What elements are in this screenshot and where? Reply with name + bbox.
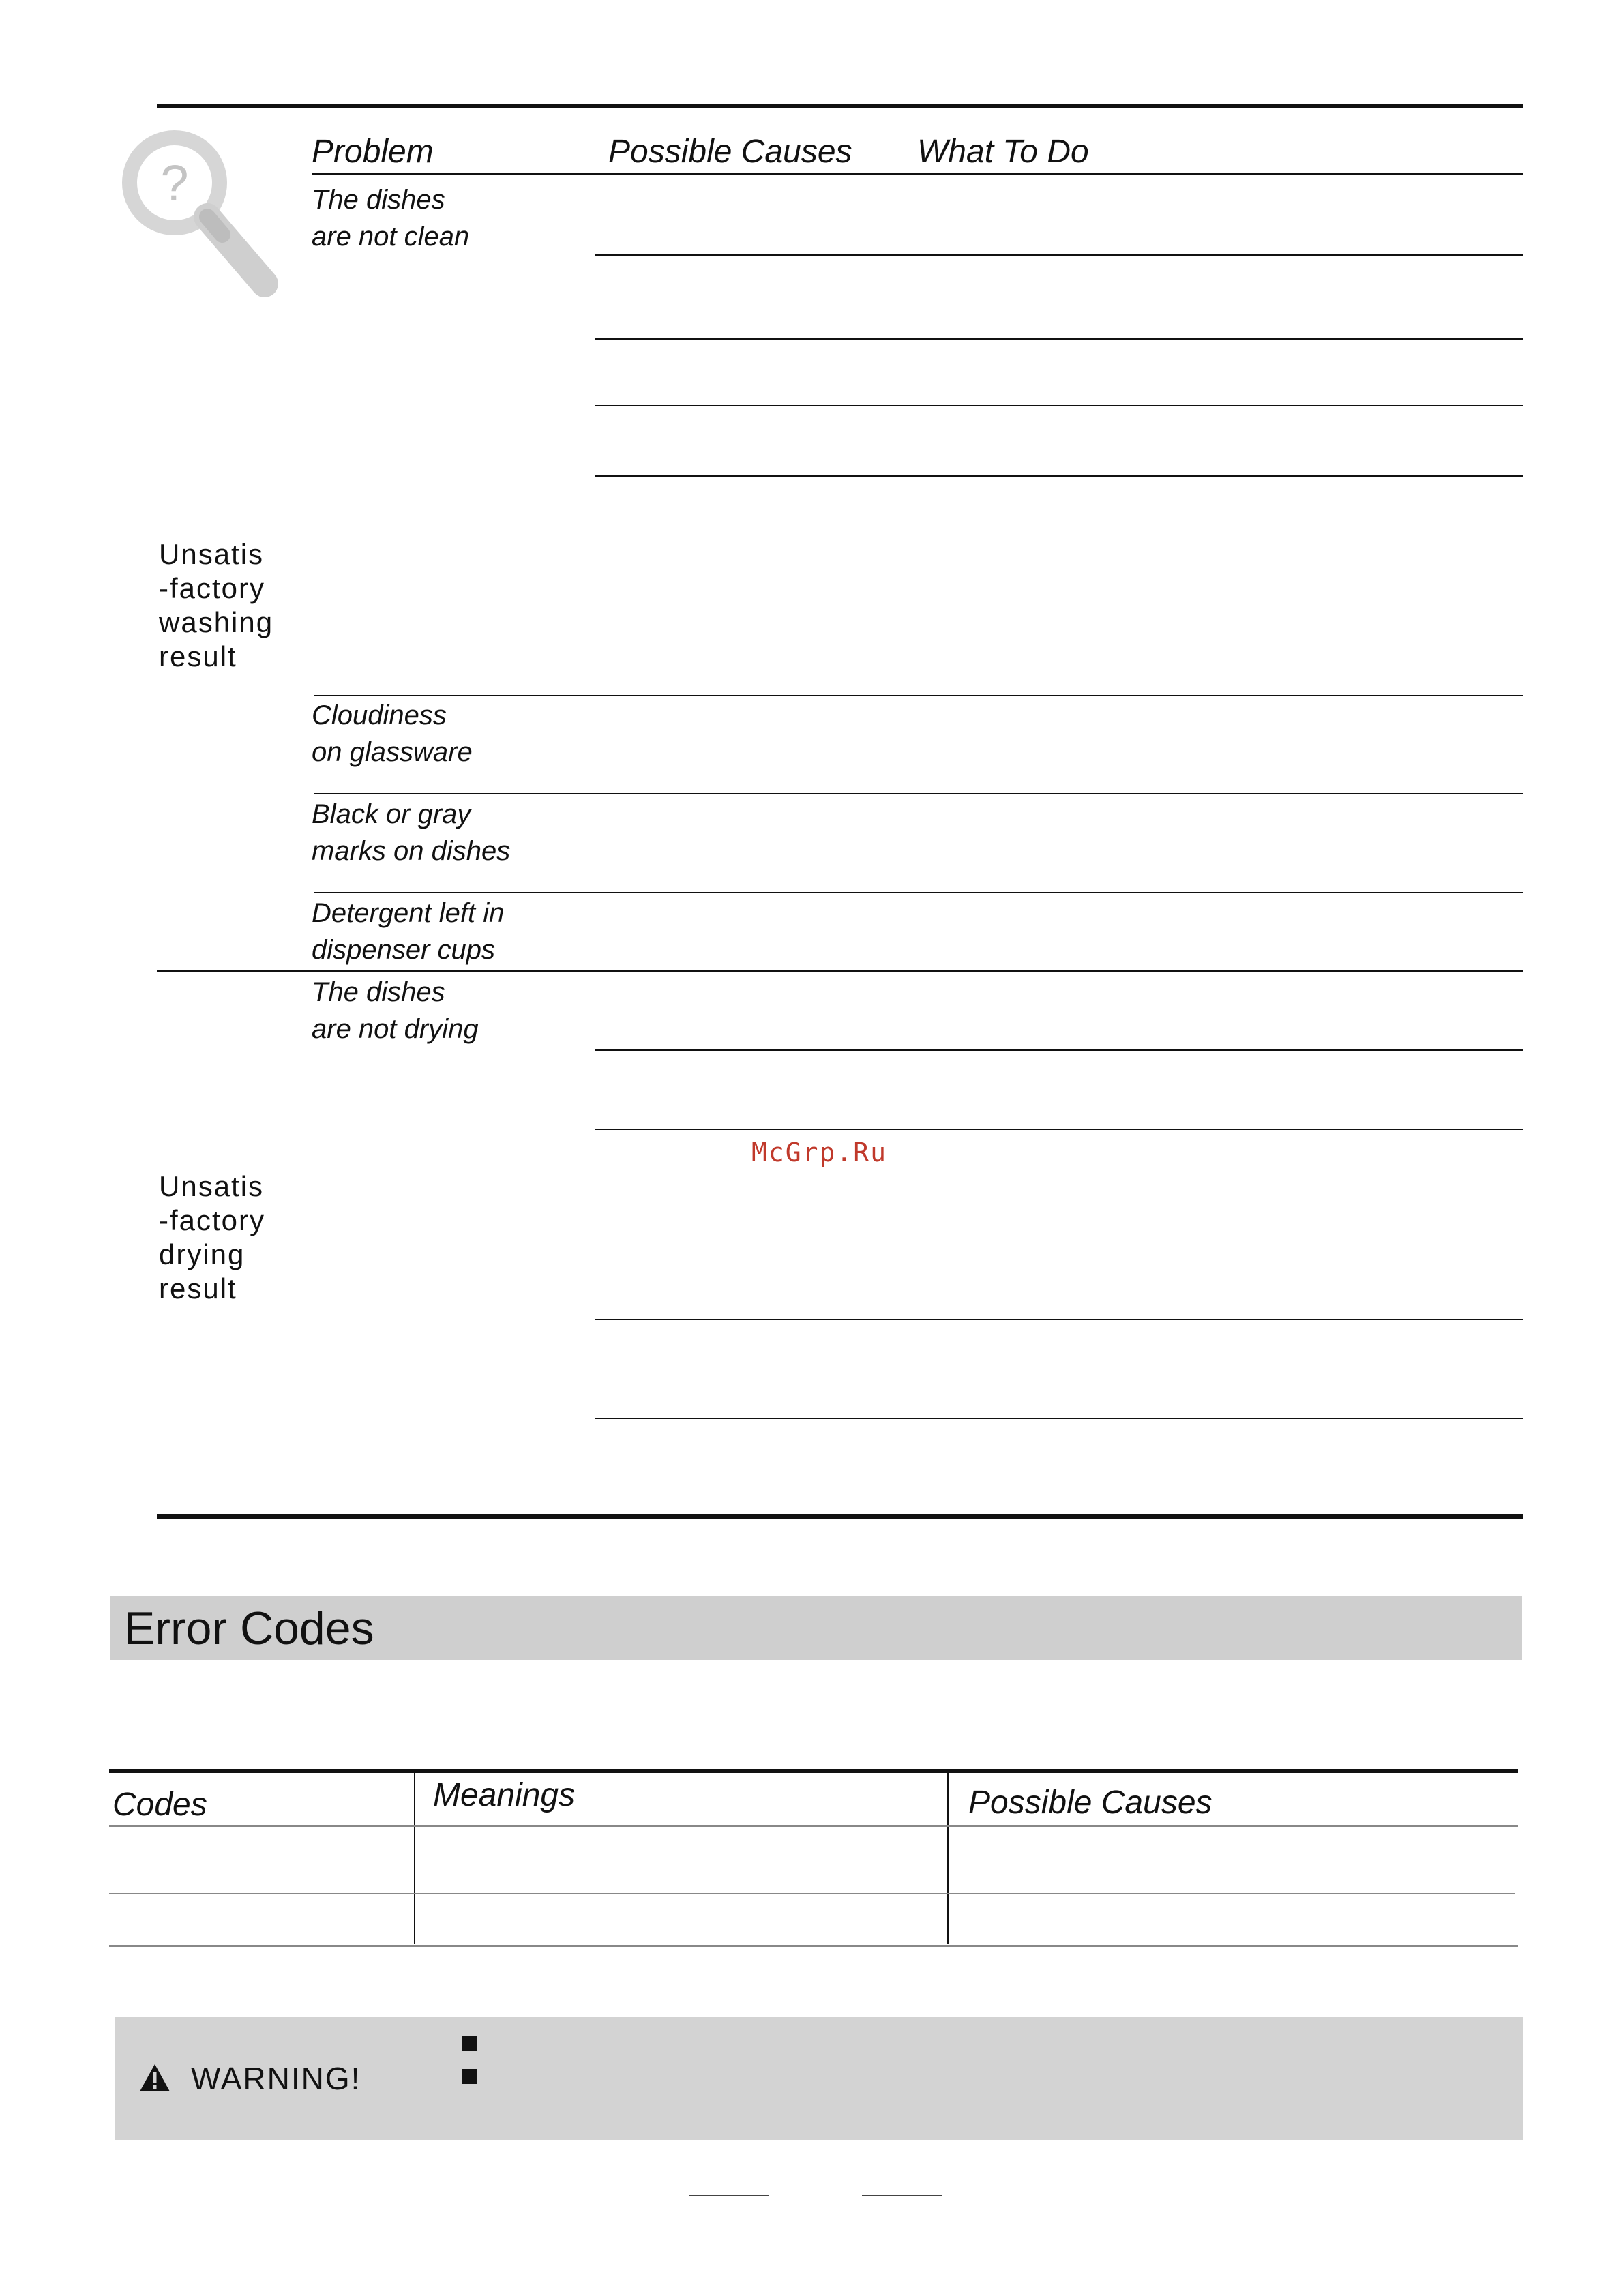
warning-label: WARNING! (191, 2061, 361, 2096)
header-what-to-do: What To Do (917, 134, 1089, 170)
row-divider (595, 1418, 1523, 1419)
problem-not-drying (312, 974, 479, 1047)
header-problem: Problem (312, 134, 434, 170)
category-line: washing (159, 606, 274, 638)
problem-line: Detergent left in (312, 898, 505, 928)
category-washing-result (159, 537, 273, 674)
error-table-top-rule (109, 1769, 1518, 1773)
warning-bullet (462, 2036, 477, 2051)
error-codes-title: Error Codes (124, 1602, 374, 1654)
warning-box (115, 2017, 1523, 2140)
row-divider (595, 254, 1523, 256)
problem-line: marks on dishes (312, 836, 511, 866)
svg-text:?: ? (160, 155, 189, 211)
watermark: McGrp.Ru (751, 1137, 888, 1167)
problem-line: Cloudiness (312, 700, 447, 730)
footer-rule (689, 2195, 769, 2196)
category-drying-result (159, 1169, 265, 1306)
category-line: Unsatis (159, 538, 265, 570)
header-rule (312, 173, 1523, 175)
problem-line: are not clean (312, 222, 470, 252)
problem-line: dispenser cups (312, 935, 496, 965)
category-line: drying (159, 1238, 245, 1270)
problem-detergent-left (312, 895, 504, 968)
warning-bullet (462, 2069, 477, 2084)
problem-black-marks (312, 796, 510, 869)
error-codes-title-bar (110, 1596, 1522, 1660)
problem-divider (314, 793, 1523, 794)
table-bottom-rule (157, 1514, 1523, 1519)
category-line: Unsatis (159, 1170, 265, 1202)
header-codes: Codes (113, 1787, 207, 1823)
row-divider (595, 1129, 1523, 1130)
problem-line: are not drying (312, 1014, 479, 1044)
problem-divider (314, 695, 1523, 696)
footer-rule (862, 2195, 942, 2196)
section-divider (157, 970, 1523, 972)
problem-line: The dishes (312, 977, 445, 1007)
header-error-possible-causes: Possible Causes (968, 1785, 1212, 1821)
header-meanings: Meanings (433, 1777, 576, 1813)
error-table-row-rule (109, 1825, 1518, 1827)
problem-line: The dishes (312, 185, 445, 215)
magnifier-question-icon (120, 128, 284, 299)
error-table-col-divider (414, 1771, 415, 1944)
warning-triangle-icon (139, 2063, 170, 2092)
row-divider (595, 475, 1523, 477)
category-line: -factory (159, 572, 266, 604)
category-line: result (159, 640, 237, 672)
problem-line: Black or gray (312, 799, 471, 829)
category-line: result (159, 1272, 237, 1304)
problem-not-clean (312, 181, 469, 255)
category-line: -factory (159, 1204, 266, 1236)
error-table-col-divider (947, 1771, 949, 1944)
problem-cloudiness (312, 697, 473, 771)
row-divider (595, 405, 1523, 406)
problem-line: on glassware (312, 737, 473, 767)
problem-divider (314, 892, 1523, 893)
table-top-rule (157, 104, 1523, 108)
error-table-row-rule (109, 1945, 1518, 1947)
header-possible-causes: Possible Causes (608, 134, 852, 170)
row-divider (595, 1049, 1523, 1051)
row-divider (595, 1319, 1523, 1320)
row-divider (595, 338, 1523, 340)
error-table-row-rule (109, 1893, 1515, 1894)
